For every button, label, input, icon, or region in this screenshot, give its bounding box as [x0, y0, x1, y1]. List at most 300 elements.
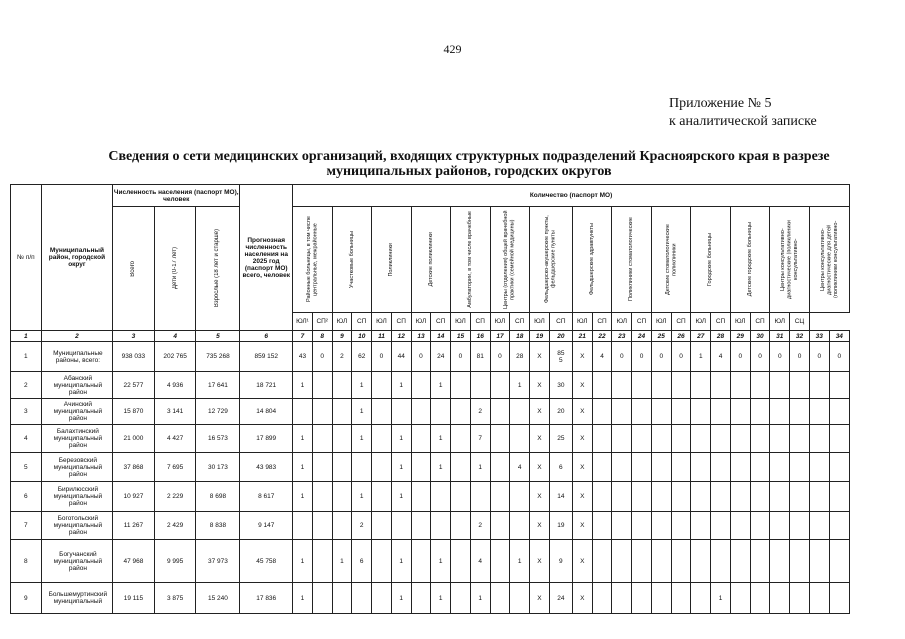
count-cell	[391, 512, 411, 540]
count-cell	[490, 482, 510, 512]
sub-label: ЮЛ	[651, 313, 671, 331]
count-cell: 2	[470, 399, 490, 425]
medical-network-table	[10, 184, 850, 614]
column-number: 8	[312, 331, 332, 342]
population-children: 4 427	[154, 425, 196, 453]
sub-label: СП	[352, 313, 372, 331]
row-number: 4	[11, 425, 42, 453]
appendix-subtitle: к аналитической записке	[669, 114, 817, 129]
count-cell: 0	[809, 342, 829, 372]
count-cell: 7	[470, 425, 490, 453]
count-cell	[750, 372, 770, 399]
count-cell	[312, 372, 332, 399]
count-cell: 0	[671, 342, 691, 372]
district-name: Богучанский муниципальный район	[41, 540, 112, 583]
header-category: Центры консультативно-диагностические (поликлиники консультативно-	[770, 207, 810, 313]
population-children: 202 765	[154, 342, 196, 372]
count-cell	[829, 425, 849, 453]
count-cell	[312, 512, 332, 540]
row-number: 8	[11, 540, 42, 583]
count-cell	[829, 453, 849, 482]
count-cell	[691, 583, 711, 614]
count-cell	[711, 512, 731, 540]
sub-label: СП	[510, 313, 530, 331]
count-cell	[312, 583, 332, 614]
count-cell: 0	[770, 342, 790, 372]
district-name: Боготольский муниципальный район	[41, 512, 112, 540]
column-number: 9	[332, 331, 352, 342]
count-cell	[372, 453, 392, 482]
count-cell	[671, 540, 691, 583]
header-category: Амбулатории, в том числе врачебные	[451, 207, 491, 313]
count-cell	[651, 540, 671, 583]
count-cell	[411, 372, 431, 399]
count-cell	[592, 399, 612, 425]
count-cell: 1	[332, 540, 352, 583]
header-pop-adults: Взрослые (18 лет и старше)	[196, 207, 240, 331]
count-cell	[391, 399, 411, 425]
column-number: 34	[829, 331, 849, 342]
count-cell	[750, 512, 770, 540]
population-forecast: 18 721	[240, 372, 293, 399]
district-name: Абанский муниципальный район	[41, 372, 112, 399]
count-cell	[770, 399, 790, 425]
sub-label: ЮЛ	[332, 313, 352, 331]
count-cell	[770, 512, 790, 540]
population-forecast: 9 147	[240, 512, 293, 540]
sub-label: СП	[470, 313, 490, 331]
population-forecast: 17 899	[240, 425, 293, 453]
count-cell	[790, 482, 810, 512]
count-cell: 0	[829, 342, 849, 372]
count-cell: Х	[530, 512, 550, 540]
row-number: 6	[11, 482, 42, 512]
count-cell	[632, 399, 652, 425]
population-adults: 17 641	[196, 372, 240, 399]
count-cell: Х	[572, 482, 592, 512]
count-cell: 30	[549, 372, 572, 399]
count-cell	[510, 399, 530, 425]
count-cell: 1	[352, 372, 372, 399]
population-total: 19 115	[113, 583, 155, 614]
count-cell	[809, 399, 829, 425]
column-number: 17	[490, 331, 510, 342]
district-name: Большемуртинский муниципальный	[41, 583, 112, 614]
table-row	[11, 372, 850, 399]
count-cell: 85 5	[549, 342, 572, 372]
header-pop-total: Всего	[113, 207, 155, 331]
count-cell: Х	[530, 399, 550, 425]
count-cell: Х	[530, 342, 550, 372]
column-number: 1	[11, 331, 42, 342]
population-adults: 12 729	[196, 399, 240, 425]
row-number: 3	[11, 399, 42, 425]
count-cell	[490, 425, 510, 453]
population-total: 11 267	[113, 512, 155, 540]
count-cell: 0	[612, 342, 632, 372]
count-cell: 0	[451, 342, 471, 372]
population-children: 2 429	[154, 512, 196, 540]
count-cell	[592, 453, 612, 482]
header-category: Районные больницы, в том числе центральные, межрайонные	[293, 207, 333, 313]
count-cell	[451, 425, 471, 453]
population-forecast: 14 804	[240, 399, 293, 425]
count-cell: 1	[431, 372, 451, 399]
count-cell	[352, 583, 372, 614]
count-cell: Х	[572, 342, 592, 372]
population-total: 21 000	[113, 425, 155, 453]
sub-label: СП	[549, 313, 572, 331]
count-cell: Х	[572, 453, 592, 482]
population-children: 2 229	[154, 482, 196, 512]
count-cell	[592, 372, 612, 399]
count-cell	[671, 372, 691, 399]
header-category: Детские стоматологические поликлиники	[651, 207, 691, 313]
count-cell	[790, 453, 810, 482]
count-cell: Х	[530, 540, 550, 583]
count-cell	[691, 372, 711, 399]
header-category: Участковые больницы	[332, 207, 372, 313]
count-cell	[809, 583, 829, 614]
row-number: 9	[11, 583, 42, 614]
count-cell	[730, 372, 750, 399]
count-cell: 1	[352, 399, 372, 425]
header-category: Городские больницы	[691, 207, 731, 313]
header-num: № п/п	[11, 185, 42, 331]
count-cell: Х	[572, 372, 592, 399]
count-cell	[671, 453, 691, 482]
count-cell	[770, 583, 790, 614]
population-total: 22 577	[113, 372, 155, 399]
count-cell	[632, 583, 652, 614]
count-cell	[671, 399, 691, 425]
count-cell	[730, 540, 750, 583]
count-cell: 4	[711, 342, 731, 372]
sub-label: ЮЛ	[730, 313, 750, 331]
column-number: 33	[809, 331, 829, 342]
count-cell	[790, 399, 810, 425]
population-forecast: 43 983	[240, 453, 293, 482]
count-cell	[312, 453, 332, 482]
column-number: 6	[240, 331, 293, 342]
count-cell: 0	[651, 342, 671, 372]
table-row	[11, 540, 850, 583]
count-cell	[632, 482, 652, 512]
population-total: 47 968	[113, 540, 155, 583]
table-row	[11, 482, 850, 512]
count-cell	[332, 583, 352, 614]
count-cell: Х	[530, 482, 550, 512]
count-cell: Х	[572, 583, 592, 614]
count-cell: 4	[510, 453, 530, 482]
count-cell	[829, 399, 849, 425]
sub-label: СП²	[312, 313, 332, 331]
count-cell	[510, 512, 530, 540]
count-cell	[612, 540, 632, 583]
sub-label: ЮЛ	[372, 313, 392, 331]
district-name: Бирилюсский муниципальный район	[41, 482, 112, 512]
count-cell: 1	[431, 540, 451, 583]
count-cell: 1	[391, 372, 411, 399]
table-row	[11, 453, 850, 482]
header-category: Детские поликлиники	[411, 207, 451, 313]
count-cell: 1	[431, 583, 451, 614]
district-name: Ачинский муниципальный район	[41, 399, 112, 425]
count-cell	[352, 453, 372, 482]
population-children: 3 875	[154, 583, 196, 614]
sub-label: ЮЛ	[612, 313, 632, 331]
count-cell	[691, 512, 711, 540]
page-number: 429	[443, 42, 462, 56]
count-cell	[730, 583, 750, 614]
count-cell: 1	[352, 482, 372, 512]
column-number: 22	[592, 331, 612, 342]
count-cell	[411, 425, 431, 453]
count-cell: 6	[549, 453, 572, 482]
column-number: 2	[41, 331, 112, 342]
sub-label: ЮЛ	[572, 313, 592, 331]
count-cell: 1	[391, 583, 411, 614]
count-cell	[711, 482, 731, 512]
row-number: 2	[11, 372, 42, 399]
count-cell	[372, 425, 392, 453]
population-adults: 8 698	[196, 482, 240, 512]
count-cell	[711, 540, 731, 583]
count-cell	[632, 425, 652, 453]
count-cell	[332, 512, 352, 540]
count-cell	[809, 512, 829, 540]
appendix-title: Приложение № 5	[669, 96, 772, 111]
table-row	[11, 425, 850, 453]
population-children: 3 141	[154, 399, 196, 425]
count-cell	[293, 399, 313, 425]
count-cell	[592, 583, 612, 614]
count-cell	[332, 372, 352, 399]
population-total: 938 033	[113, 342, 155, 372]
count-cell	[790, 425, 810, 453]
count-cell: 14	[549, 482, 572, 512]
count-cell	[332, 482, 352, 512]
count-cell	[592, 482, 612, 512]
count-cell: 19	[549, 512, 572, 540]
count-cell	[651, 453, 671, 482]
district-name: Березовский муниципальный район	[41, 453, 112, 482]
column-number: 7	[293, 331, 313, 342]
count-cell	[750, 425, 770, 453]
count-cell: 2	[332, 342, 352, 372]
population-total: 10 927	[113, 482, 155, 512]
count-cell: 0	[490, 342, 510, 372]
count-cell	[470, 482, 490, 512]
count-cell	[809, 453, 829, 482]
population-children: 7 695	[154, 453, 196, 482]
population-total: 15 870	[113, 399, 155, 425]
count-cell	[671, 512, 691, 540]
count-cell	[651, 512, 671, 540]
header-pop-children: Дети (0-17 лет)	[154, 207, 196, 331]
count-cell	[750, 482, 770, 512]
count-cell	[730, 453, 750, 482]
count-cell	[750, 540, 770, 583]
sub-label: ЮЛ	[770, 313, 790, 331]
count-cell	[770, 453, 790, 482]
column-number: 32	[790, 331, 810, 342]
row-number: 7	[11, 512, 42, 540]
count-cell	[451, 482, 471, 512]
count-cell	[809, 482, 829, 512]
header-category: Поликлиники	[372, 207, 412, 313]
count-cell	[372, 583, 392, 614]
count-cell	[293, 512, 313, 540]
header-district: Муниципальный район, городской округ	[41, 185, 112, 331]
count-cell	[411, 540, 431, 583]
count-cell	[770, 482, 790, 512]
row-number: 5	[11, 453, 42, 482]
column-number: 29	[730, 331, 750, 342]
count-cell: 1	[391, 482, 411, 512]
count-cell	[750, 399, 770, 425]
column-number: 31	[770, 331, 790, 342]
count-cell	[829, 512, 849, 540]
count-cell	[372, 399, 392, 425]
row-number: 1	[11, 342, 42, 372]
count-cell	[671, 482, 691, 512]
population-total: 37 868	[113, 453, 155, 482]
column-number: 20	[549, 331, 572, 342]
count-cell	[451, 399, 471, 425]
count-cell	[451, 583, 471, 614]
count-cell	[691, 453, 711, 482]
count-cell	[651, 583, 671, 614]
count-cell	[592, 425, 612, 453]
column-number: 5	[196, 331, 240, 342]
sub-label: СП	[671, 313, 691, 331]
column-number: 23	[612, 331, 632, 342]
count-cell: 62	[352, 342, 372, 372]
count-cell	[632, 372, 652, 399]
count-cell: Х	[530, 425, 550, 453]
count-cell: Х	[530, 453, 550, 482]
column-number: 28	[711, 331, 731, 342]
count-cell: 0	[372, 342, 392, 372]
count-cell: 1	[691, 342, 711, 372]
count-cell	[451, 453, 471, 482]
count-cell: 6	[352, 540, 372, 583]
header-category: Фельдшерско-акушерские пункты, фельдшерские пункты	[530, 207, 573, 313]
column-number: 14	[431, 331, 451, 342]
sub-label: СП	[592, 313, 612, 331]
count-cell: 1	[293, 583, 313, 614]
count-cell: 44	[391, 342, 411, 372]
count-cell	[790, 372, 810, 399]
count-cell: 1	[293, 540, 313, 583]
sub-label: СП	[391, 313, 411, 331]
count-cell: Х	[572, 399, 592, 425]
count-cell	[809, 540, 829, 583]
count-cell	[411, 399, 431, 425]
sub-label: ЮЛ	[411, 313, 431, 331]
count-cell	[490, 399, 510, 425]
count-cell: 1	[391, 453, 411, 482]
count-cell	[829, 583, 849, 614]
count-cell	[312, 540, 332, 583]
count-cell	[651, 425, 671, 453]
column-number: 21	[572, 331, 592, 342]
count-cell: 81	[470, 342, 490, 372]
count-cell: 0	[312, 342, 332, 372]
count-cell: 24	[549, 583, 572, 614]
sub-label: СЦ	[790, 313, 810, 331]
count-cell	[711, 453, 731, 482]
count-cell: 1	[391, 540, 411, 583]
count-cell: 1	[293, 482, 313, 512]
count-cell: 1	[510, 372, 530, 399]
population-forecast: 45 758	[240, 540, 293, 583]
count-cell	[612, 453, 632, 482]
count-cell	[372, 512, 392, 540]
count-cell	[770, 540, 790, 583]
header-quantity: Количество (паспорт МО)	[293, 185, 850, 207]
count-cell	[411, 453, 431, 482]
count-cell	[612, 399, 632, 425]
count-cell	[332, 399, 352, 425]
count-cell	[829, 540, 849, 583]
count-cell: Х	[530, 583, 550, 614]
count-cell	[770, 425, 790, 453]
count-cell	[730, 399, 750, 425]
count-cell	[651, 482, 671, 512]
count-cell	[809, 425, 829, 453]
sub-label: ЮЛ	[490, 313, 510, 331]
count-cell	[829, 482, 849, 512]
count-cell	[612, 372, 632, 399]
count-cell: 1	[470, 453, 490, 482]
count-cell: 1	[293, 372, 313, 399]
column-number: 26	[671, 331, 691, 342]
sub-label: СП	[750, 313, 770, 331]
count-cell: 0	[790, 342, 810, 372]
population-forecast: 8 617	[240, 482, 293, 512]
population-adults: 37 973	[196, 540, 240, 583]
count-cell	[809, 372, 829, 399]
count-cell	[372, 482, 392, 512]
district-name: Балахтинский муниципальный район	[41, 425, 112, 453]
count-cell	[312, 425, 332, 453]
count-cell: 43	[293, 342, 313, 372]
column-number: 11	[372, 331, 392, 342]
sub-label: ЮЛ¹	[293, 313, 313, 331]
count-cell	[651, 399, 671, 425]
count-cell: 20	[549, 399, 572, 425]
document-title: Сведения о сети медицинских организаций, входящих структурных подразделений Красноярского края в разрезе муниципальных районов, городских округов	[108, 149, 830, 179]
column-number: 30	[750, 331, 770, 342]
column-number: 18	[510, 331, 530, 342]
count-cell	[750, 583, 770, 614]
count-cell	[510, 425, 530, 453]
column-number: 19	[530, 331, 550, 342]
count-cell: 1	[510, 540, 530, 583]
count-cell: 4	[592, 342, 612, 372]
column-number: 15	[451, 331, 471, 342]
header-category: Фельдшерские здравпункты	[572, 207, 612, 313]
column-number: 4	[154, 331, 196, 342]
count-cell	[691, 482, 711, 512]
count-cell	[451, 372, 471, 399]
column-number: 24	[632, 331, 652, 342]
count-cell	[490, 583, 510, 614]
count-cell	[490, 372, 510, 399]
column-number: 25	[651, 331, 671, 342]
